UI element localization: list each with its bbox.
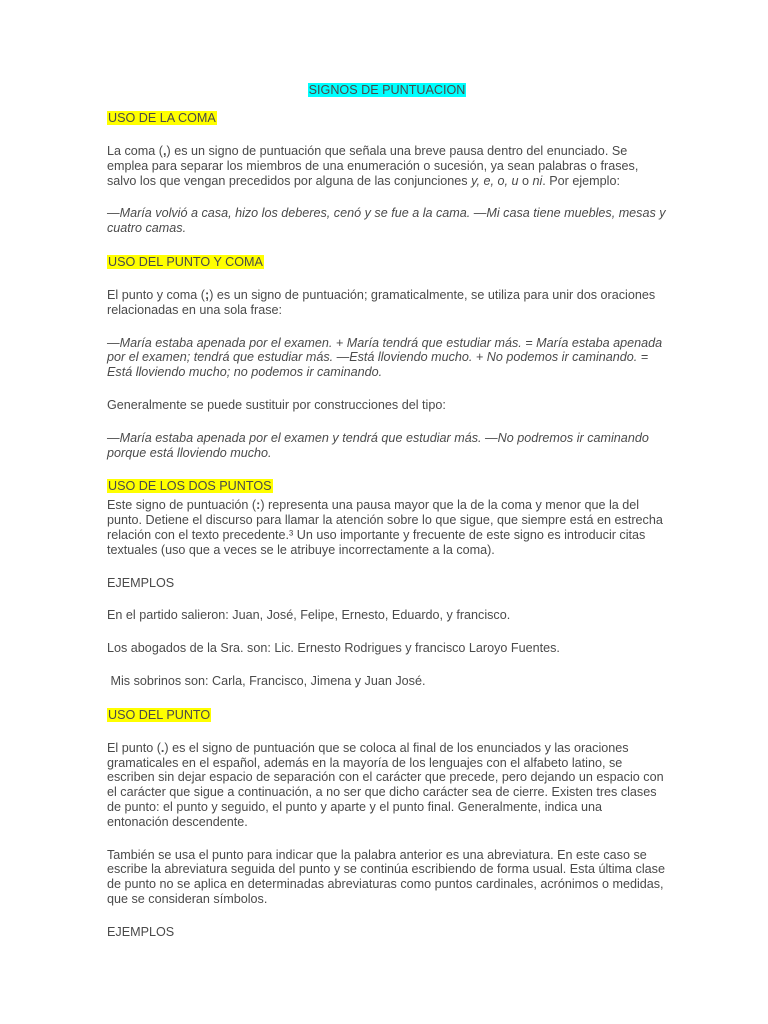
- page-title: SIGNOS DE PUNTUACION: [308, 83, 466, 97]
- paragraph-punto-1: [107, 741, 667, 830]
- paragraph-coma: [107, 144, 667, 188]
- examples-label-dos-puntos: EJEMPLOS: [107, 575, 175, 590]
- heading-punto: [107, 707, 667, 723]
- paragraph-punto-coma-2: Generalmente se puede sustituir por construcciones del tipo:: [107, 397, 446, 412]
- heading-punto-coma-text: USO DEL PUNTO Y COMA: [108, 254, 263, 269]
- sign-punto: .: [160, 740, 165, 755]
- text-run: Este signo de puntuación (: [107, 498, 257, 513]
- text-run: El punto y coma (: [107, 287, 205, 302]
- sign-punto-coma: ;: [205, 287, 210, 302]
- heading-dos-puntos: [107, 478, 667, 494]
- heading-coma: [107, 110, 667, 126]
- sign-dos-puntos: :: [256, 498, 261, 513]
- heading-punto-coma: [107, 254, 667, 270]
- conjunctions: y, e, o, u: [471, 173, 519, 188]
- example-dos-puntos-3: Mis sobrinos son: Carla, Francisco, Jimena y Juan José.: [107, 673, 426, 688]
- conjunction-ni: ni: [532, 173, 543, 188]
- example-dos-puntos-1: En el partido salieron: Juan, José, Felipe, Ernesto, Eduardo, y francisco.: [107, 608, 511, 623]
- text-run: ) es el signo de puntuación que se coloca al final de los enunciados y las oraciones gramaticales en el español, además en la mayoría de los lenguajes con el alfabeto latino, se escriben sin dejar espacio de separación con el carácter que precede, pero dejando un espacio con el carácter que sigue a continuación, a no ser que dicho carácter sea de cierre. Existen tres clases de punto: el punto y seguido, el punto y aparte y el punto final. Generalmente, indica una entonación descendente.: [107, 740, 664, 829]
- heading-punto-text: USO DEL PUNTO: [108, 707, 211, 722]
- heading-coma-text: USO DE LA COMA: [108, 111, 216, 125]
- example-punto-coma-2: —María estaba apenada por el examen y tendrá que estudiar más. —No podremos ir caminando porque está lloviendo mucho.: [107, 430, 649, 460]
- text-run: ) es un signo de puntuación; gramaticalmente, se utiliza para unir dos oraciones relacionadas en una sola frase:: [107, 287, 656, 317]
- sign-coma: ,: [163, 144, 167, 158]
- text-run: ) representa una pausa mayor que la de la coma y menor que la del punto. Detiene el discurso para llamar la atención sobre lo que sigue, que siempre está en estrecha relación con el texto precedente.³ Un uso importante y frecuente de este signo es introducir citas textuales (uso que a veces se le atribuye incorrectamente a la coma).: [107, 498, 663, 557]
- title-line: [107, 82, 667, 98]
- example-dos-puntos-2: Los abogados de la Sra. son: Lic. Ernesto Rodrigues y francisco Laroyo Fuentes.: [107, 641, 560, 656]
- paragraph-dos-puntos: [107, 498, 667, 557]
- document-page: [107, 82, 667, 940]
- text-run: El punto (: [107, 740, 161, 755]
- text-run: o: [518, 173, 533, 188]
- example-punto-coma-1: —María estaba apenada por el examen. + María tendrá que estudiar más. = María estaba apenada por el examen; tendrá que estudiar más. —Está lloviendo mucho. + No podemos ir caminando. = Está lloviendo mucho; no podemos ir caminando.: [107, 335, 663, 380]
- example-coma: —María volvió a casa, hizo los deberes, cenó y se fue a la cama. —Mi casa tiene muebles, mesas y cuatro camas.: [107, 206, 666, 236]
- paragraph-punto-coma: [107, 288, 667, 318]
- text-run: ) es un signo de puntuación que señala una breve pausa dentro del enunciado. Se emplea para separar los miembros de una enumeración o sucesión, ya sean palabras o frases, salvo los que vengan precedidos por alguna de las conjunciones: [107, 144, 639, 188]
- text-run: . Por ejemplo:: [542, 173, 620, 188]
- heading-dos-puntos-text: USO DE LOS DOS PUNTOS: [108, 479, 272, 494]
- examples-label-punto: EJEMPLOS: [107, 924, 175, 939]
- paragraph-punto-2: También se usa el punto para indicar que la palabra anterior es una abreviatura. En este caso se escribe la abreviatura seguida del punto y se continúa escribiendo de forma usual. Esta última clase de punto no se aplica en determinadas abreviaturas como puntos cardinales, acrónimos o medidas, que se consideran símbolos.: [107, 847, 665, 906]
- text-run: La coma (: [107, 144, 163, 158]
